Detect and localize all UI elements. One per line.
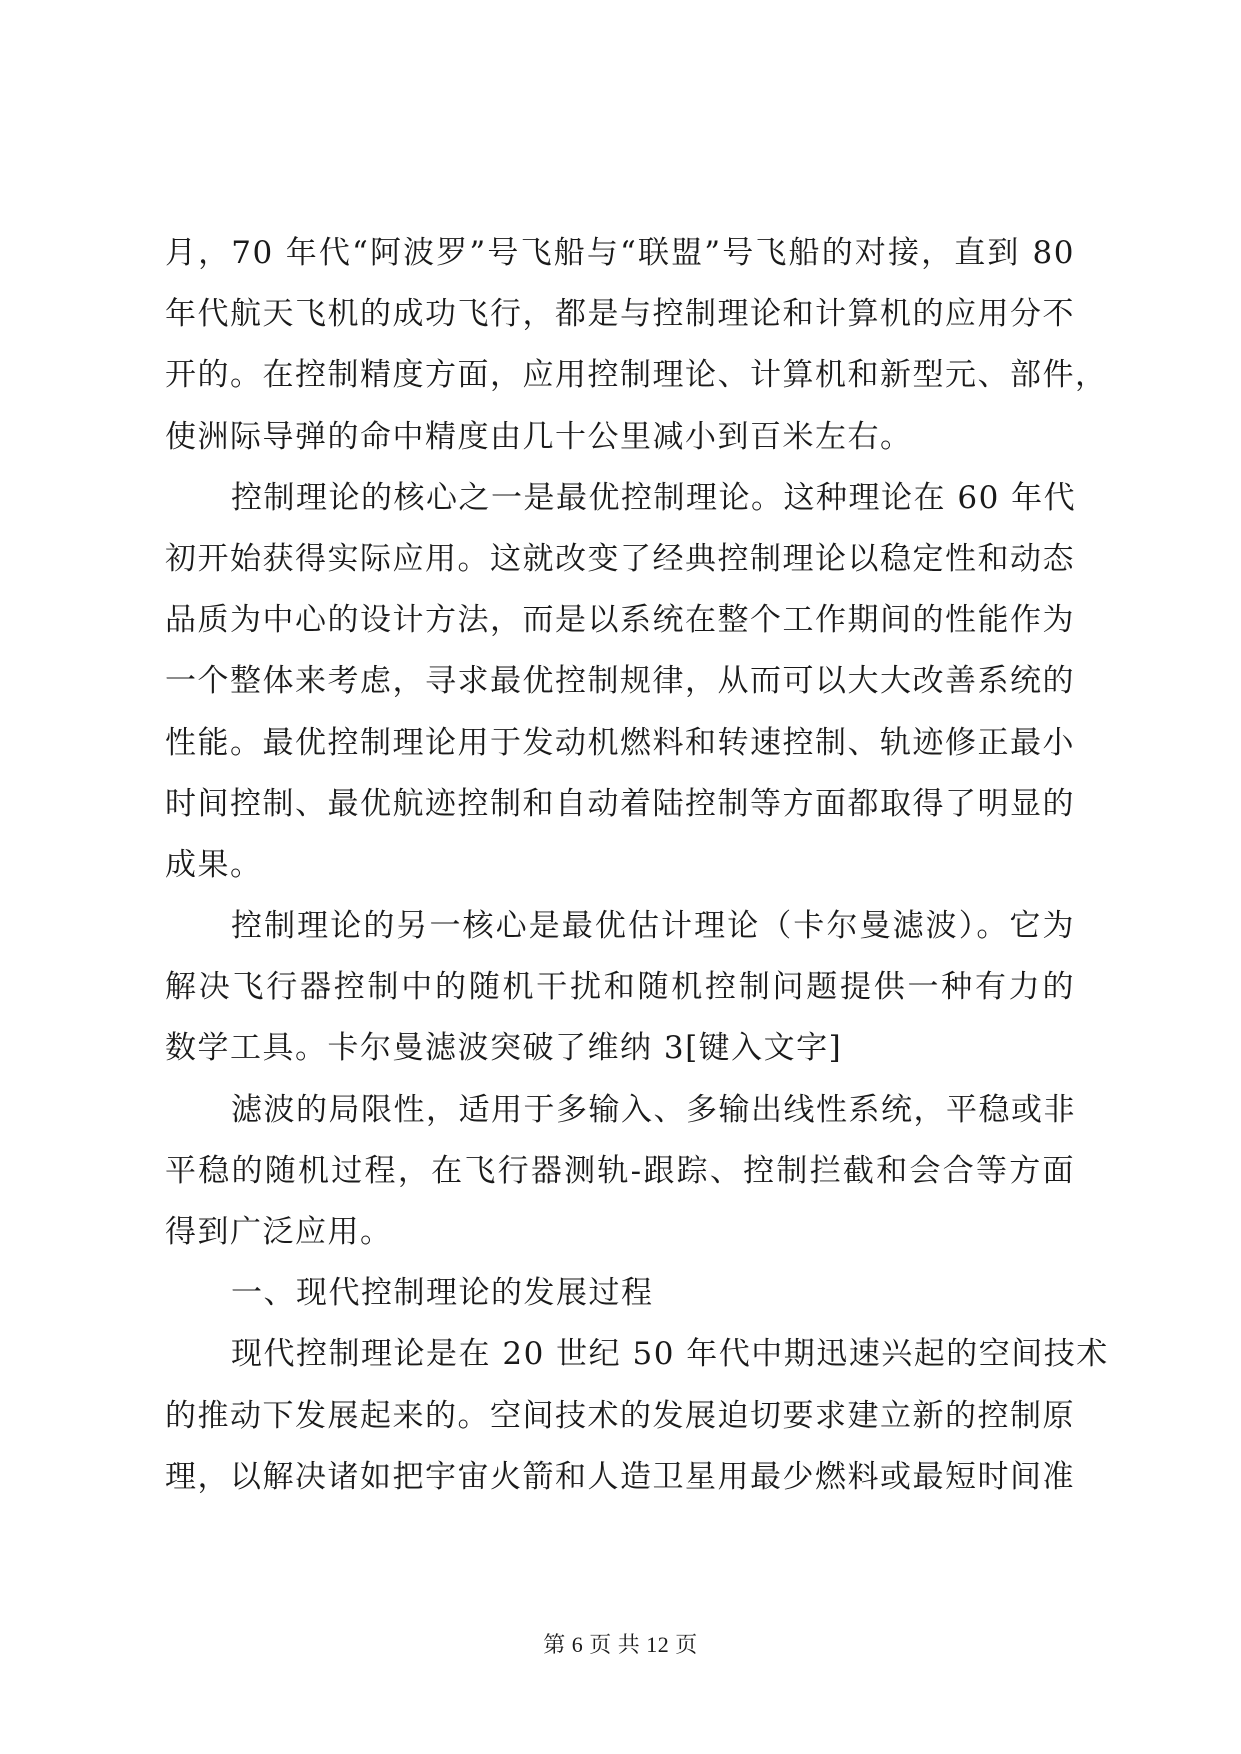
text-line: 平稳的随机过程，在飞行器测轨-跟踪、控制拦截和会合等方面 <box>165 1152 1075 1189</box>
text-line: 数学工具。卡尔曼滤波突破了维纳 3[键入文字] <box>165 1030 843 1067</box>
text-line: 性能。最优控制理论用于发动机燃料和转速控制、轨迹修正最小 <box>165 724 1075 761</box>
text-line: 解决飞行器控制中的随机干扰和随机控制问题提供一种有力的 <box>165 969 1075 1006</box>
document-body <box>165 223 1109 1508</box>
text-line: 月，70 年代“阿波罗”号飞船与“联盟”号飞船的对接，直到 80 <box>165 235 1075 271</box>
text-line: 开的。在控制精度方面，应用控制理论、计算机和新型元、部件， <box>165 357 1108 394</box>
paragraph-first-line: 现代控制理论是在 20 世纪 50 年代中期迅速兴起的空间技术 <box>231 1336 1109 1373</box>
text-line: 初开始获得实际应用。这就改变了经典控制理论以稳定性和动态 <box>165 540 1075 577</box>
text-line: 时间控制、最优航迹控制和自动着陆控制等方面都取得了明显的 <box>165 785 1075 822</box>
text-line: 得到广泛应用。 <box>165 1214 393 1250</box>
text-line: 使洲际导弹的命中精度由几十公里减小到百米左右。 <box>165 418 913 455</box>
text-line: 年代航天飞机的成功飞行，都是与控制理论和计算机的应用分不 <box>165 296 1075 333</box>
text-line: 成果。 <box>165 846 263 883</box>
paragraph-first-line: 控制理论的核心之一是最优控制理论。这种理论在 60 年代 <box>231 479 1077 516</box>
text-line: 理，以解决诸如把宇宙火箭和人造卫星用最少燃料或最短时间准 <box>165 1458 1075 1495</box>
text-line: 的推动下发展起来的。空间技术的发展迫切要求建立新的控制原 <box>165 1397 1075 1434</box>
section-heading: 一、现代控制理论的发展过程 <box>231 1275 654 1312</box>
text-line: 品质为中心的设计方法，而是以系统在整个工作期间的性能作为 <box>165 602 1075 639</box>
text-line: 一个整体来考虑，寻求最优控制规律，从而可以大大改善系统的 <box>165 663 1075 700</box>
paragraph-first-line: 滤波的局限性，适用于多输入、多输出线性系统，平稳或非 <box>231 1091 1076 1128</box>
paragraph-first-line: 控制理论的另一核心是最优估计理论（卡尔曼滤波）。它为 <box>231 908 1075 945</box>
page-number-footer: 第 6 页 共 12 页 <box>543 1632 698 1657</box>
